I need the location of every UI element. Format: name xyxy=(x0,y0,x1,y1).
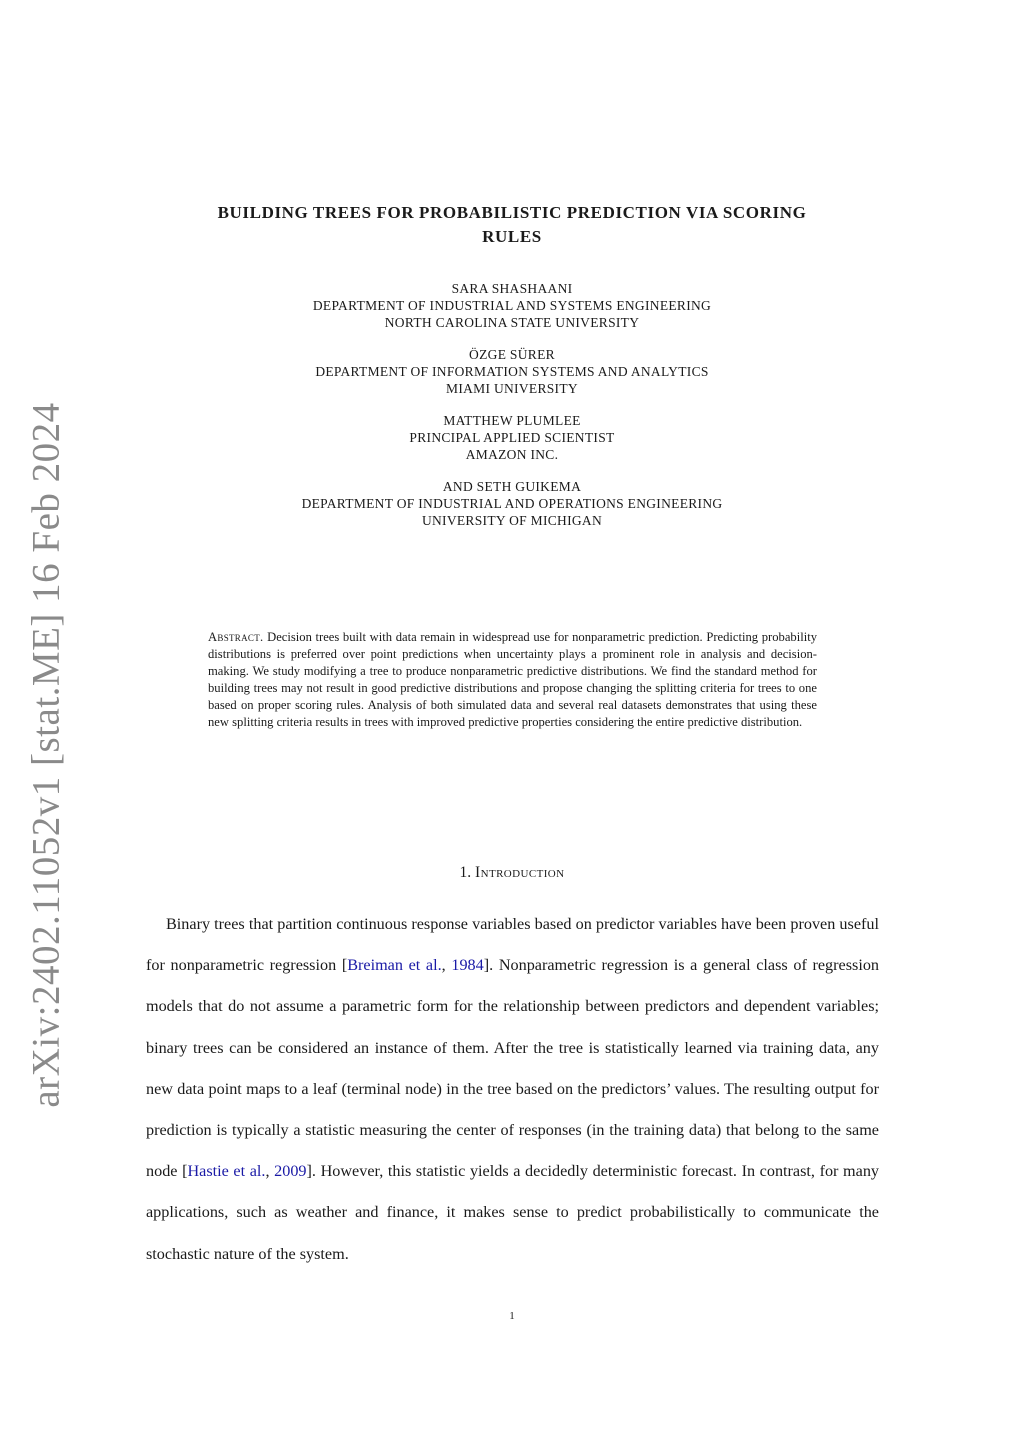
author-list xyxy=(160,280,864,544)
paragraph-text: ]. However, this statistic yields a decidedly deterministic forecast. In contrast, for many applications, such as weather and finance, it makes sense to predict probabilistically to communicate the stochastic nature of the system. xyxy=(146,1162,880,1263)
arxiv-identifier-stamp: arXiv:2402.11052v1 [stat.ME] 16 Feb 2024 xyxy=(24,402,68,1108)
citation-link-hastie-author[interactable]: Hastie et al. xyxy=(187,1162,266,1181)
author-department: DEPARTMENT OF INDUSTRIAL AND SYSTEMS ENGINEERING xyxy=(312,298,712,313)
author-department: DEPARTMENT OF INDUSTRIAL AND OPERATIONS ENGINEERING xyxy=(301,496,723,511)
author-name: AND SETH GUIKEMA xyxy=(442,479,582,494)
section-number: 1. xyxy=(459,864,472,881)
author-department: DEPARTMENT OF INFORMATION SYSTEMS AND ANALYTICS xyxy=(315,364,709,379)
citation-separator: , xyxy=(265,1162,275,1181)
author-name: ÖZGE SÜRER xyxy=(469,347,555,362)
paper-title-line-2: RULES xyxy=(482,227,542,246)
paper-title xyxy=(160,201,864,249)
author-institution: NORTH CAROLINA STATE UNIVERSITY xyxy=(384,315,640,330)
abstract-text: Decision trees built with data remain in widespread use for nonparametric prediction. Predicting probability distributions is preferred over point predictions when uncertainty plays a prominent role in analysis and decision-making. We study modifying a tree to produce nonparametric predictive distributions. We find the standard method for building trees may not result in good predictive distributions and propose changing the splitting criteria for trees to one based on proper scoring rules. Analysis of both simulated data and several real datasets demonstrates that using these new splitting criteria results in trees with improved predictive properties considering the entire predictive distribution. xyxy=(208,630,818,730)
section-title: Introduction xyxy=(475,864,565,881)
author-institution: UNIVERSITY OF MICHIGAN xyxy=(421,513,603,528)
paragraph-text: ]. Nonparametric regression is a general class of regression models that do not assume a parametric form for the relationship between predictors and dependent variables; binary trees can be considered an instance of them. After the tree is statistically learned via training data, any new data point maps to a leaf (terminal node) in the tree based on the predictors’ values. The resulting output for prediction is typically a statistic measuring the center of responses (in the training data) that belong to the same node [ xyxy=(146,956,880,1181)
page-number: 1 xyxy=(509,1310,515,1322)
author-block xyxy=(160,346,864,397)
author-block xyxy=(160,478,864,529)
author-institution: AMAZON INC. xyxy=(465,447,559,462)
abstract-label: Abstract. xyxy=(208,630,264,644)
citation-separator: , xyxy=(441,956,452,975)
author-name: MATTHEW PLUMLEE xyxy=(443,413,581,428)
author-institution: MIAMI UNIVERSITY xyxy=(446,381,578,396)
paper-title-line-1: BUILDING TREES FOR PROBABILISTIC PREDICTION VIA SCORING xyxy=(217,203,807,222)
paragraph-text: Binary trees that partition continuous response variables based on predictor variables have been proven useful for nonparametric regression [ xyxy=(146,915,879,975)
author-department: PRINCIPAL APPLIED SCIENTIST xyxy=(409,430,615,445)
citation-link-breiman-year[interactable]: 1984 xyxy=(451,956,484,975)
author-name: SARA SHASHAANI xyxy=(451,281,573,296)
citation-link-hastie-year[interactable]: 2009 xyxy=(274,1162,307,1181)
abstract xyxy=(208,629,817,732)
author-block xyxy=(160,280,864,331)
introduction-paragraph xyxy=(146,904,879,1275)
author-block xyxy=(160,412,864,463)
citation-link-breiman-author[interactable]: Breiman et al. xyxy=(347,956,442,975)
section-heading xyxy=(160,864,864,882)
